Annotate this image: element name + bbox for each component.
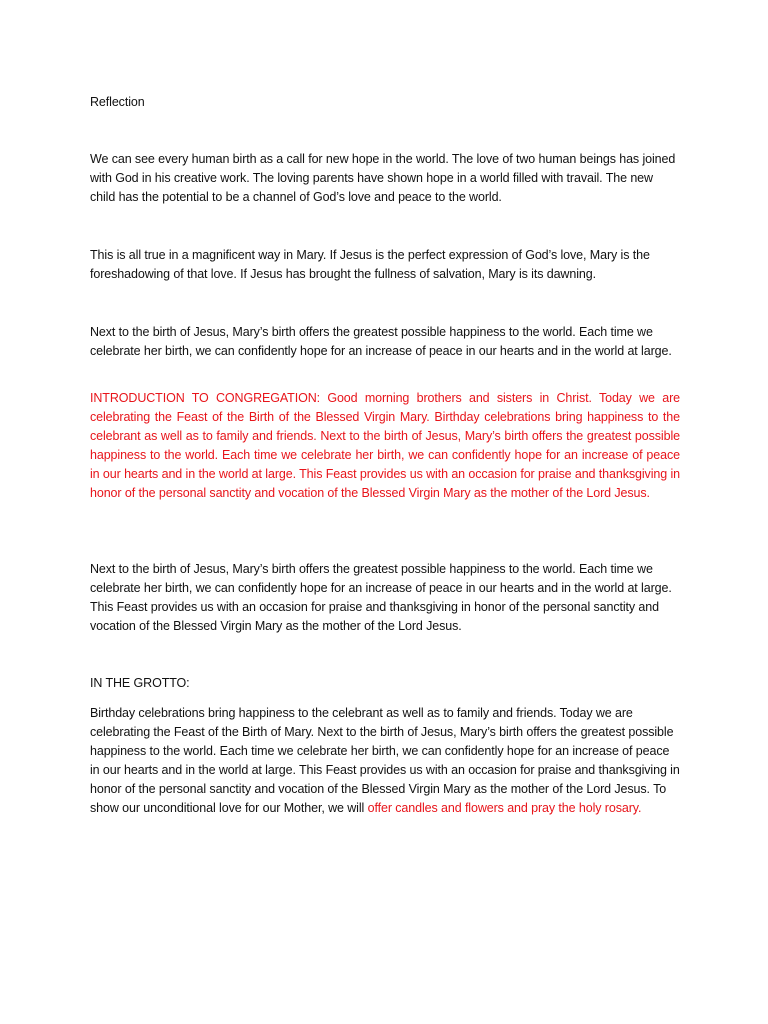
paragraph-mary-magnificent: This is all true in a magnificent way in Mary. If Jesus is the perfect expression of God’s love, Mary is the foreshadowing of that love. If Jesus has brought the fullness of salvation, Mary is its dawning.	[90, 248, 650, 281]
paragraph-feast-occasion: Next to the birth of Jesus, Mary’s birth offers the greatest possible happiness to the world. Each time we celebrate her birth, we can confidently hope for an increase of peace in our hearts and in the world at large. This Feast provides us with an occasion for praise and thanksgiving in honor of the personal sanctity and vocation of the Blessed Virgin Mary as the mother of the Lord Jesus.	[90, 562, 672, 633]
document-page	[90, 0, 680, 1024]
grotto-highlight-text: offer candles and flowers and pray the holy rosary.	[367, 801, 642, 815]
grotto-body-text: Birthday celebrations bring happiness to the celebrant as well as to family and friends. Today we are celebrating the Feast of the Birth of Mary. Next to the birth of Jesus, Mary’s birth offers the greatest possible happiness to the world. Each time we celebrate her birth, we can confidently hope for an increase of peace in our hearts and in the world at large. This Feast provides us with an occasion for praise and thanksgiving in honor of the personal sanctity and vocation of the Blessed Virgin Mary as the mother of the Lord Jesus. To show our unconditional love for our Mother, we will	[90, 706, 680, 815]
paragraph-in-the-grotto	[90, 704, 680, 818]
paragraph-birth-happiness: Next to the birth of Jesus, Mary’s birth offers the greatest possible happiness to the world. Each time we celebrate her birth, we can confidently hope for an increase of peace in our hearts and in the world at large.	[90, 325, 672, 358]
paragraph-new-hope: We can see every human birth as a call for new hope in the world. The love of two human beings has joined with God in his creative work. The loving parents have shown hope in a world filled with travail. The new child has the potential to be a channel of God’s love and peace to the world.	[90, 152, 676, 204]
grotto-heading: IN THE GROTTO:	[90, 676, 190, 690]
document-heading: Reflection	[90, 95, 145, 109]
paragraph-introduction-to-congregation: INTRODUCTION TO CONGREGATION: Good morning brothers and sisters in Christ. Today we are celebrating the Feast of the Birth of the Blessed Virgin Mary. Birthday celebrations bring happiness to the celebrant as well as to family and friends. Next to the birth of Jesus, Mary’s birth offers the greatest possible happiness to the world. Each time we celebrate her birth, we can confidently hope for an increase of peace in our hearts and in the world at large. This Feast provides us with an occasion for praise and thanksgiving in honor of the personal sanctity and vocation of the Blessed Virgin Mary as the mother of the Lord Jesus.	[90, 391, 680, 500]
